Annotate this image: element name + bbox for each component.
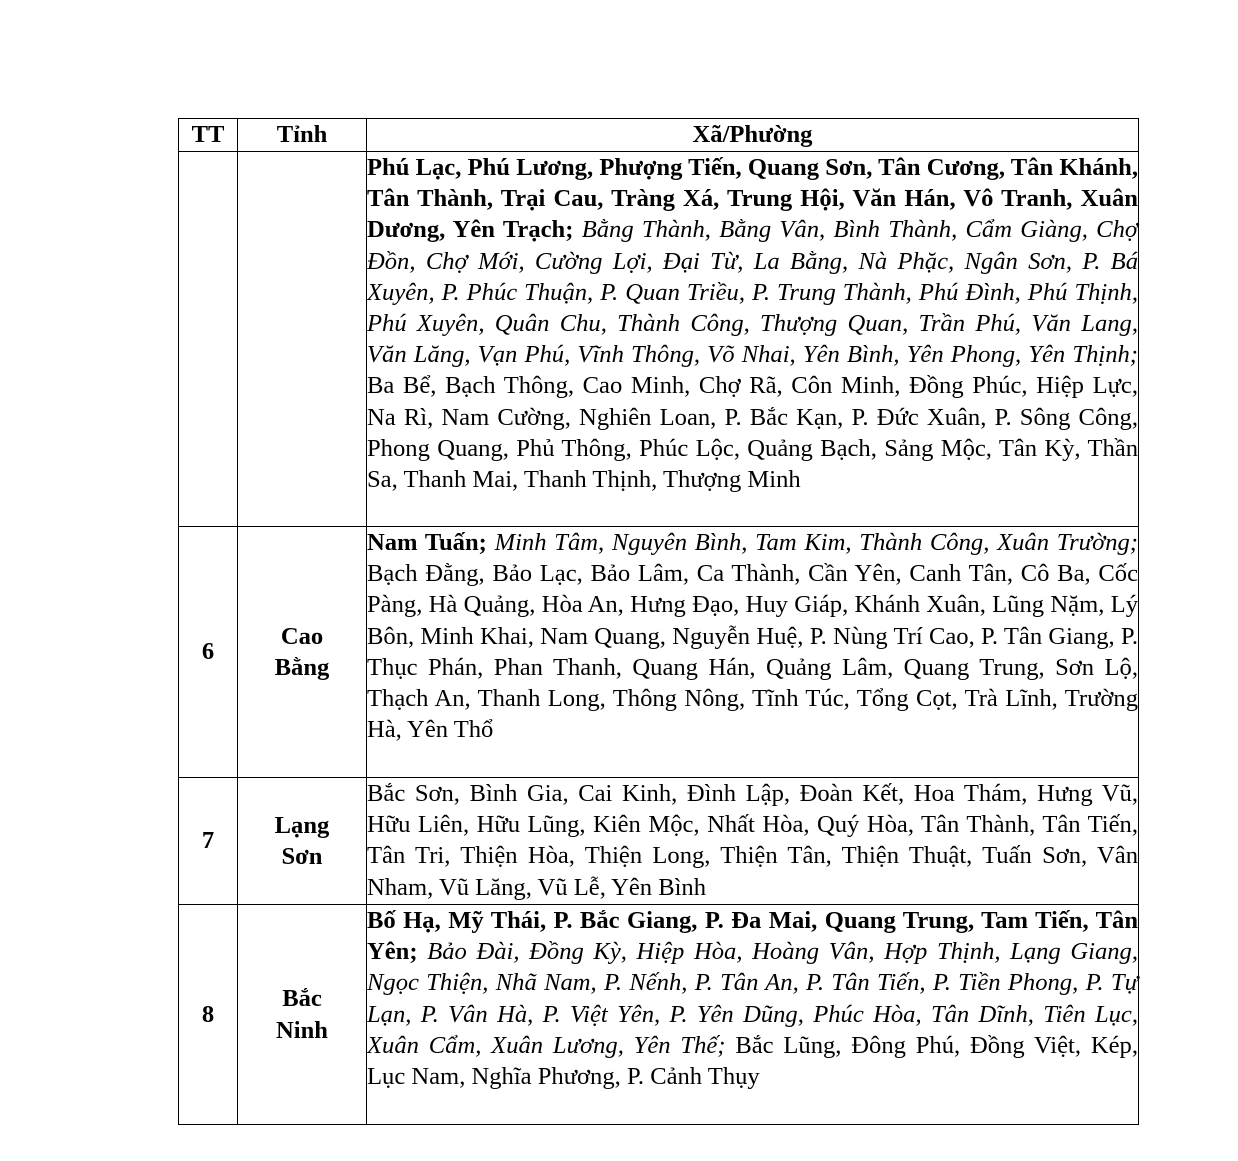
province-name <box>238 152 367 527</box>
ward-list <box>367 152 1139 527</box>
province-name <box>238 527 367 778</box>
province-line-1: Lạng <box>274 811 330 839</box>
regions-table <box>178 118 1139 1125</box>
province-line-2: Sơn <box>281 843 323 870</box>
wards-italic: Minh Tâm, Nguyên Bình, Tam Kim, Thành Công, Xuân Trường; <box>486 529 1138 556</box>
wards-regular: Bạch Đằng, Bảo Lạc, Bảo Lâm, Ca Thành, Cần Yên, Canh Tân, Cô Ba, Cốc Pàng, Hà Quảng, Hòa An, Hưng Đạo, Huy Giáp, Khánh Xuân, Lũng Nặm, Lý Bôn, Minh Khai, Nam Quang, Nguyễn Huệ, P. Nùng Trí Cao, P. Tân Giang, P. Thục Phán, Phan Thanh, Quang Hán, Quảng Lâm, Quang Trung, Sơn Lộ, Thạch An, Thanh Long, Thông Nông, Tĩnh Túc, Tổng Cọt, Trà Lĩnh, Trường Hà, Yên Thổ <box>367 560 1138 744</box>
province-line-1: Bắc <box>282 985 322 1013</box>
ward-list <box>367 527 1139 778</box>
table-row <box>179 905 1139 1125</box>
row-number: 6 <box>179 527 238 778</box>
header-wards: Xã/Phường <box>367 119 1139 152</box>
table-row <box>179 152 1139 527</box>
wards-italic: Bằng Thành, Bằng Vân, Bình Thành, Cẩm Giàng, Chợ Đồn, Chợ Mới, Cường Lợi, Đại Từ, La Bằng, Nà Phặc, Ngân Sơn, P. Bá Xuyên, P. Phúc Thuận, P. Quan Triều, P. Trung Thành, Phú Đình, Phú Thịnh, Phú Xuyên, Quân Chu, Thành Công, Thượng Quan, Trần Phú, Văn Lang, Văn Lăng, Vạn Phú, Vĩnh Thông, Võ Nhai, Yên Bình, Yên Phong, Yên Thịnh; <box>367 216 1139 369</box>
wards-bold: Phú Lạc, Phú Lương, Phượng Tiến, Quang Sơn, Tân Cương, Tân Khánh, Tân Thành, Trại Cau, Tràng Xá, Trung Hội, Văn Hán, Vô Tranh, Xuân Dương, Yên Trạch; <box>367 154 1138 244</box>
wards-bold: Bố Hạ, Mỹ Thái, P. Bắc Giang, P. Đa Mai, Quang Trung, Tam Tiến, Tân Yên; <box>367 907 1138 966</box>
province-line-2: Bằng <box>274 654 330 681</box>
wards-italic: Bảo Đài, Đồng Kỳ, Hiệp Hòa, Hoàng Vân, Hợp Thịnh, Lạng Giang, Ngọc Thiện, Nhã Nam, P. Nếnh, P. Tân An, P. Tân Tiến, P. Tiền Phong, P. Tự Lạn, P. Vân Hà, P. Việt Yên, P. Yên Dũng, Phúc Hòa, Tân Dĩnh, Tiên Lục, Xuân Cẩm, Xuân Lương, Yên Thế; <box>367 938 1138 1059</box>
province-name <box>238 778 367 905</box>
row-number <box>179 152 238 527</box>
ward-list <box>367 778 1139 905</box>
wards-regular: Ba Bể, Bạch Thông, Cao Minh, Chợ Rã, Côn Minh, Đồng Phúc, Hiệp Lực, Na Rì, Nam Cường, Nghiên Loan, P. Bắc Kạn, P. Đức Xuân, P. Sông Công, Phong Quang, Phủ Thông, Phúc Lộc, Quảng Bạch, Sảng Mộc, Tân Kỳ, Thần Sa, Thanh Mai, Thanh Thịnh, Thượng Minh <box>367 372 1138 494</box>
wards-regular: Bắc Lũng, Đông Phú, Đồng Việt, Kép, Lục Nam, Nghĩa Phương, P. Cảnh Thụy <box>367 1031 1138 1091</box>
header-tt: TT <box>179 119 238 152</box>
table-row <box>179 527 1139 778</box>
province-line-1: Cao <box>280 622 324 650</box>
wards-regular: Bắc Sơn, Bình Gia, Cai Kinh, Đình Lập, Đoàn Kết, Hoa Thám, Hưng Vũ, Hữu Liên, Hữu Lũng, Kiên Mộc, Nhất Hòa, Quý Hòa, Tân Thành, Tân Tiến, Tân Tri, Thiện Hòa, Thiện Long, Thiện Tân, Thiện Thuật, Tuấn Sơn, Vân Nham, Vũ Lăng, Vũ Lễ, Yên Bình <box>367 780 1138 901</box>
ward-list <box>367 905 1139 1125</box>
province-name <box>238 905 367 1125</box>
header-province: Tỉnh <box>238 119 367 152</box>
row-number: 8 <box>179 905 238 1125</box>
header-row <box>179 119 1139 152</box>
row-number: 7 <box>179 778 238 905</box>
table-row <box>179 778 1139 905</box>
wards-bold: Nam Tuấn; <box>367 529 487 556</box>
province-line-2: Ninh <box>276 1016 328 1044</box>
